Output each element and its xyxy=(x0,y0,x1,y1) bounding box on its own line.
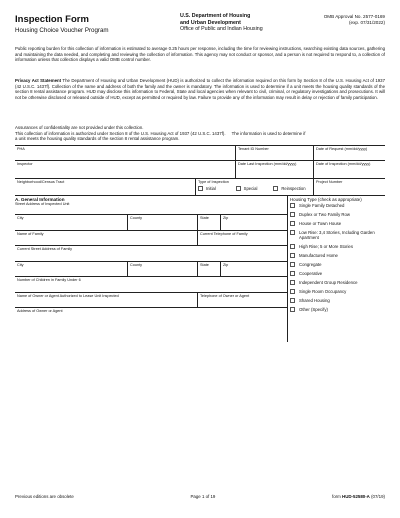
tenant-id-field[interactable] xyxy=(236,146,314,160)
zip-label-1: Zip xyxy=(223,216,229,220)
housing-option-duplex[interactable] xyxy=(288,212,385,217)
family-phone-label: Current Telephone of Family xyxy=(200,231,248,236)
checkbox[interactable] xyxy=(290,298,295,303)
housing-option-independent-group[interactable] xyxy=(288,280,385,285)
checkbox[interactable] xyxy=(290,289,295,294)
family-row xyxy=(15,231,287,247)
zip-label-2: Zip xyxy=(223,262,229,267)
checkbox[interactable] xyxy=(290,253,295,258)
assurances-line-1: Assurances of confidentiality are not provided under this collection. xyxy=(15,125,144,130)
reinspection-label: Reinspection xyxy=(281,185,306,191)
type-of-inspection-field xyxy=(196,179,314,196)
special-option[interactable] xyxy=(236,186,274,191)
checkbox[interactable] xyxy=(290,212,295,217)
burden-statement: Public reporting burden for this collection of information is estimated to average 0.25 hours per response, including the time for reviewing instructions, searching existing data sources, gathering and maintaining the data needed, and completing and reviewing the collection of information. This agency may not conduct or sponsor, and a person is not required to respond to, a collection of information unless that collection displays a valid OMB control number. xyxy=(15,46,385,63)
checkbox[interactable] xyxy=(290,230,295,235)
family-name-label: Name of Family xyxy=(17,231,44,236)
date-last-inspection-label: Date Last Inspection (mm/dd/yyyy) xyxy=(238,162,297,166)
family-phone-field[interactable] xyxy=(198,231,287,246)
housing-option-other[interactable] xyxy=(288,307,385,312)
general-information-section xyxy=(15,196,287,328)
special-label: Special xyxy=(243,185,258,191)
owner-phone-label: Telephone of Owner or Agent xyxy=(200,293,250,298)
omb-approval: OMB Approval No. 2577-0169 xyxy=(323,14,385,19)
form-title: Inspection Form xyxy=(15,14,89,25)
state-field-1[interactable] xyxy=(198,215,221,230)
housing-option-label: Duplex or Two Family Row xyxy=(299,212,351,217)
zip-field-2[interactable] xyxy=(221,262,287,277)
checkbox[interactable] xyxy=(290,262,295,267)
project-number-field[interactable] xyxy=(314,179,385,196)
housing-option-manufactured-home[interactable] xyxy=(288,253,385,258)
footer-form-prefix: form xyxy=(332,494,343,499)
owner-name-field[interactable] xyxy=(15,293,198,308)
housing-option-congregate[interactable] xyxy=(288,262,385,267)
owner-row xyxy=(15,293,287,309)
initial-label: Initial xyxy=(206,185,216,191)
date-last-inspection-field[interactable] xyxy=(236,161,314,178)
children-field[interactable] xyxy=(15,277,287,292)
assurances-line-3: a unit meets the housing quality standards of the section 8 rental assistance program. xyxy=(15,136,180,142)
assurances-line-2a: This collection of information is authorized under Section 8 of the U.S. Housing Act of 1937 (42 U.S.C. 1437f). xyxy=(15,130,226,136)
inspection-type-options xyxy=(198,186,311,191)
project-number-label: Project Number xyxy=(316,180,343,184)
housing-option-cooperative[interactable] xyxy=(288,271,385,276)
city-field-1[interactable] xyxy=(15,215,128,230)
housing-option-label: Shared Housing xyxy=(299,298,330,303)
address-row-2 xyxy=(15,262,287,278)
housing-type-list xyxy=(288,203,385,312)
footer-form-date: (07/19) xyxy=(369,494,385,499)
housing-option-single-room[interactable] xyxy=(288,289,385,294)
footer-page-number: Page 1 of 19 xyxy=(190,494,216,499)
owner-phone-field[interactable] xyxy=(198,293,287,308)
housing-option-label: Independent Group Residence xyxy=(299,280,358,285)
office-name: Office of Public and Indian Housing xyxy=(180,26,263,33)
pha-label: PHA xyxy=(17,147,25,151)
omb-block xyxy=(305,14,385,26)
housing-option-label: House or Town House xyxy=(299,221,342,226)
inspector-field[interactable] xyxy=(15,161,236,178)
neighborhood-field[interactable] xyxy=(15,179,196,196)
family-address-field[interactable] xyxy=(15,246,287,261)
initial-checkbox[interactable] xyxy=(198,186,203,191)
top-fields-grid xyxy=(15,145,385,196)
assurances-block xyxy=(15,125,385,142)
footer-obsolete-note: Previous editions are obsolete xyxy=(15,494,74,499)
general-info-title: A. General Information xyxy=(15,197,65,202)
checkbox[interactable] xyxy=(290,307,295,312)
family-name-field[interactable] xyxy=(15,231,198,246)
page-footer xyxy=(15,494,385,499)
date-inspection-field[interactable] xyxy=(314,161,385,178)
children-label: Number of Children in Family Under 6 xyxy=(17,278,81,282)
county-label-1: County xyxy=(130,216,143,220)
omb-expiration: (exp. 07/31/2022) xyxy=(348,20,385,25)
street-address-label: Street Address of Inspected Unit xyxy=(15,202,70,206)
neighborhood-label: Neighborhood/Census Tract xyxy=(17,180,65,184)
date-request-field[interactable] xyxy=(314,146,385,160)
tenant-id-label: Tenant ID Number xyxy=(238,147,269,151)
form-title-block xyxy=(15,14,165,34)
checkbox[interactable] xyxy=(290,271,295,276)
housing-option-shared-housing[interactable] xyxy=(288,298,385,303)
privacy-heading: Privacy Act Statement xyxy=(15,78,62,83)
special-checkbox[interactable] xyxy=(236,186,241,191)
housing-option-town-house[interactable] xyxy=(288,221,385,226)
housing-option-high-rise[interactable] xyxy=(288,244,385,249)
agency-block xyxy=(180,13,305,33)
type-of-inspection-label: Type of Inspection xyxy=(198,180,229,184)
county-label-2: County xyxy=(130,262,143,267)
privacy-statement xyxy=(15,78,385,100)
housing-option-low-rise[interactable] xyxy=(288,230,385,240)
housing-option-single-family-detached[interactable] xyxy=(288,203,385,208)
reinspection-option[interactable] xyxy=(273,186,311,191)
address-row-1 xyxy=(15,215,287,231)
state-label-2: State xyxy=(200,262,209,267)
footer-form-number xyxy=(332,494,385,499)
initial-option[interactable] xyxy=(198,186,236,191)
zip-field-1[interactable] xyxy=(221,215,287,230)
housing-option-label: Low Rise: 3,4 Stories, Including Garden Apartment xyxy=(299,230,375,240)
footer-form-id: HUD-52580-A xyxy=(342,494,370,499)
inspector-label: Inspector xyxy=(17,162,33,166)
housing-option-label: High Rise; 5 or More Stories xyxy=(299,244,353,249)
family-address-label: Current Street Address of Family xyxy=(17,247,73,251)
housing-option-label: Single Family Detached xyxy=(299,203,345,208)
city-field-2[interactable] xyxy=(15,262,128,277)
housing-type-title: Housing Type (check as appropriate) xyxy=(290,197,362,202)
checkbox[interactable] xyxy=(290,280,295,285)
date-request-label: Date of Request (mm/dd/yyyy) xyxy=(316,147,368,151)
street-address-field[interactable] xyxy=(15,196,287,215)
housing-option-label: Congregate xyxy=(299,262,322,267)
checkbox[interactable] xyxy=(290,221,295,226)
housing-option-label: Other (Specify) xyxy=(299,307,328,312)
privacy-text: The Department of Housing and Urban Development (HUD) is authorized to collect the information required on this form by Section 8 of the U.S. Housing Act of 1937 (42 U.S.C. 1437f). Collection of the name and address of both the family and the owner is mandatory. The information is used to determine if a unit meets the housing quality standards of the section 8 rental assistance program. HUD may disclose this information to Federal, State and local agencies when relevant to civil, criminal, or regulatory investigations and prosecutions. It will not be otherwise disclosed or released outside of HUD, except as permitted or required by law. Failure to provide any of the information may result in delay or rejection of family participation. xyxy=(15,78,385,100)
date-inspection-label: Date of Inspection (mm/dd/yyyy) xyxy=(316,162,371,166)
county-field-2[interactable] xyxy=(128,262,198,277)
city-label-2: City xyxy=(17,262,24,267)
form-subtitle: Housing Choice Voucher Program xyxy=(15,27,109,34)
housing-option-label: Manufactured Home xyxy=(299,253,338,258)
owner-address-field[interactable] xyxy=(15,308,287,328)
children-row xyxy=(15,277,287,293)
county-field-1[interactable] xyxy=(128,215,198,230)
housing-option-label: Cooperative xyxy=(299,271,323,276)
housing-type-panel xyxy=(287,196,385,342)
pha-field[interactable] xyxy=(15,146,236,160)
state-label-1: State xyxy=(200,216,209,220)
checkbox[interactable] xyxy=(290,203,295,208)
agency-line-2: and Urban Development xyxy=(180,19,241,26)
city-label-1: City xyxy=(17,216,24,220)
owner-address-row xyxy=(15,308,287,328)
state-field-2[interactable] xyxy=(198,262,221,277)
assurances-line-2b: The information is used to determine if xyxy=(231,130,306,136)
owner-address-label: Address of Owner or Agent xyxy=(17,309,63,313)
family-address-row xyxy=(15,246,287,262)
reinspection-checkbox[interactable] xyxy=(273,186,278,191)
checkbox[interactable] xyxy=(290,244,295,249)
agency-line-1: U.S. Department of Housing xyxy=(180,13,251,19)
housing-option-label: Single Room Occupancy xyxy=(299,289,347,294)
owner-name-label: Name of Owner or Agent Authorized to Lease Unit Inspected xyxy=(17,293,119,298)
